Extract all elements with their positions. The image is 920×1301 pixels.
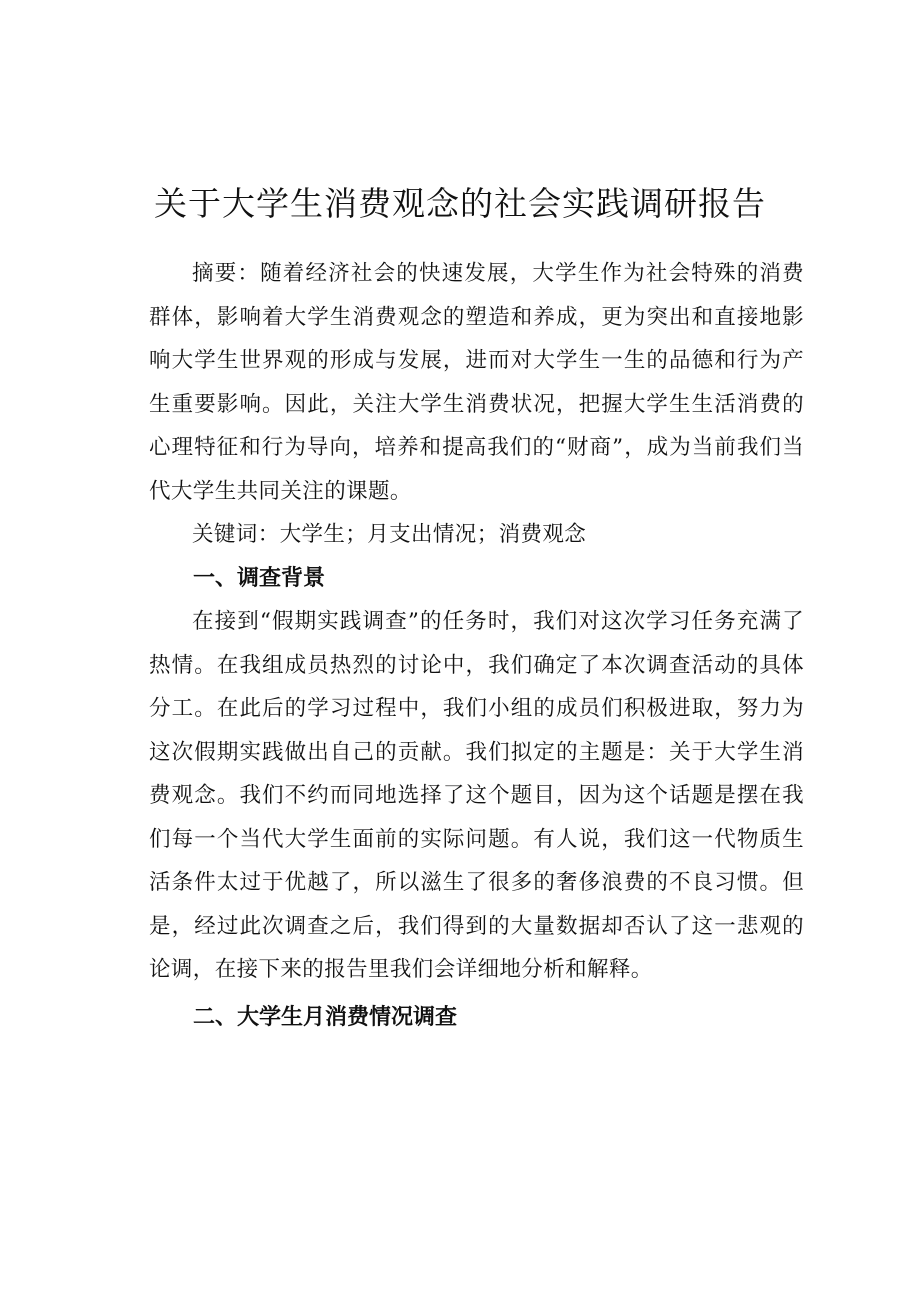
document-body (149, 252, 804, 1039)
section-heading-background: 一、调查背景 (193, 565, 326, 591)
abstract-paragraph: 摘要：随着经济社会的快速发展，大学生作为社会特殊的消费群体，影响着大学生消费观念的塑造和养成，更为突出和直接地影响大学生世界观的形成与发展，进而对大学生一生的品德和行为产生重要影响。因此，关注大学生消费状况，把握大学生生活消费的心理特征和行为导向，培养和提高我们的“财商”，成为当前我们当代大学生共同关注的课题。 (149, 261, 804, 504)
document-title: 关于大学生消费观念的社会实践调研报告 (154, 184, 766, 224)
section-heading-monthly-consumption: 二、大学生月消费情况调查 (193, 1004, 458, 1030)
keywords-line: 关键词：大学生；月支出情况；消费观念 (192, 522, 587, 547)
background-paragraph: 在接到“假期实践调查”的任务时，我们对这次学习任务充满了热情。在我组成员热烈的讨论中，我们确定了本次调查活动的具体分工。在此后的学习过程中，我们小组的成员们积极进取，努力为这次假期实践做出自己的贡献。我们拟定的主题是：关于大学生消费观念。我们不约而同地选择了这个题目，因为这个话题是摆在我们每一个当代大学生面前的实际问题。有人说，我们这一代物质生活条件太过于优越了，所以滋生了很多的奢侈浪费的不良习惯。但是，经过此次调查之后，我们得到的大量数据却否认了这一悲观的论调，在接下来的报告里我们会详细地分析和解释。 (149, 609, 804, 982)
